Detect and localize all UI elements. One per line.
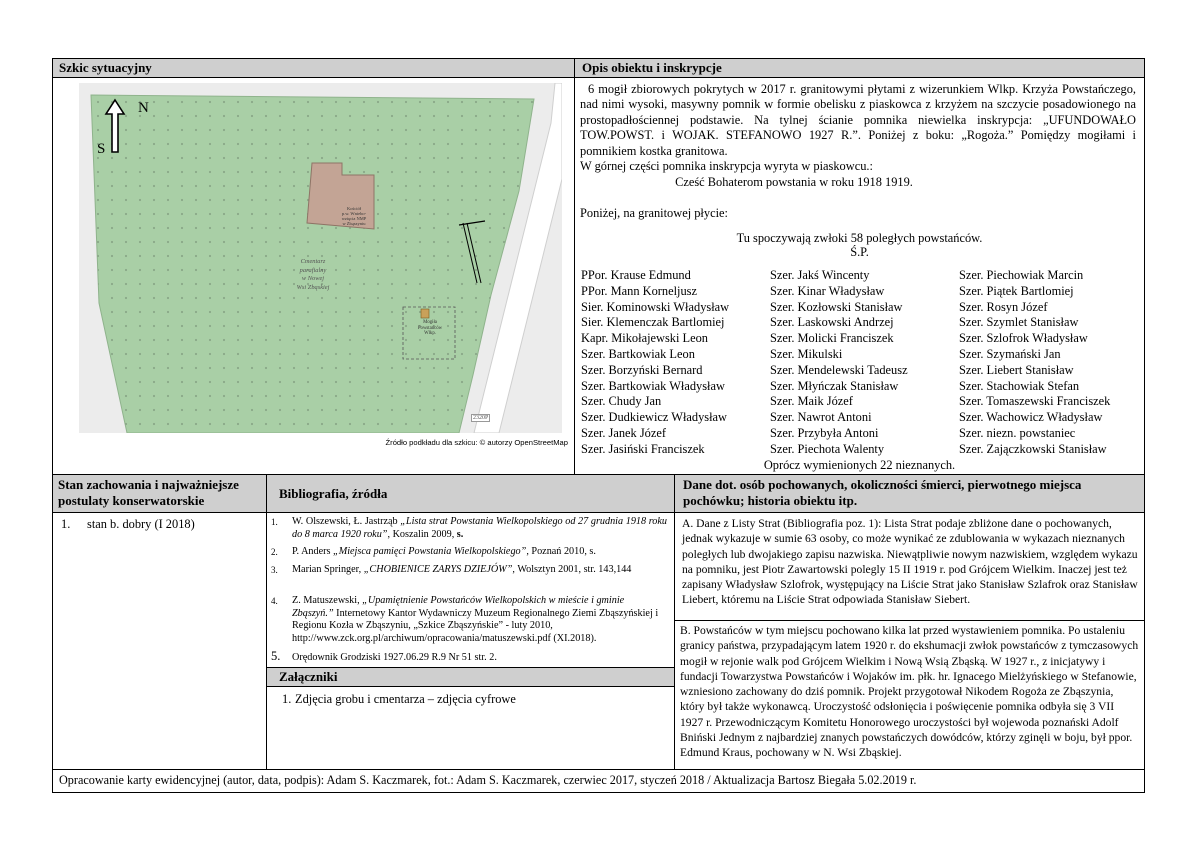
plate-line1: Tu spoczywają zwłoki 58 poległych powstańców. — [736, 231, 983, 245]
name-item: Szer. Szlofrok Władysław — [959, 331, 1088, 346]
condition-cell — [52, 512, 267, 770]
name-item: Szer. Młyńczak Stanisław — [770, 378, 899, 393]
unknown-count: Oprócz wymienionych 22 nieznanych. — [763, 458, 956, 472]
cemetery-label — [282, 258, 344, 292]
name-item: Szer. Molicki Franciszek — [770, 331, 894, 346]
footer — [52, 769, 1145, 793]
name-item: Szer. Piechota Walenty — [770, 441, 885, 456]
bib-num: 4. — [271, 596, 278, 606]
name-item: Szer. Szymański Jan — [959, 346, 1061, 361]
grave-label-line: Powstańców — [417, 325, 443, 331]
inscription-intro: W górnej części pomnika inskrypcja wyryta w piaskowcu.: — [580, 159, 873, 173]
road-label: 2320P — [473, 415, 489, 421]
bib-num: 1. — [271, 517, 278, 527]
name-item: Szer. Liebert Stanisław — [959, 362, 1074, 377]
burials-header — [674, 474, 1145, 513]
name-item: Szer. Rosyn Józef — [959, 299, 1048, 314]
description-header — [574, 58, 1145, 78]
bibliography-item — [271, 649, 667, 665]
bibliography-header — [266, 474, 675, 513]
burials-text-a: A. Dane z Listy Strat (Bibliografia poz. 1): Lista Strat podaje zbliżone dane o pochowanych, jednak wykazuje w sumie 63 osoby, co może wynikać ze zdublowania w wykazach nieznanych poległych lub dwojakiego zapisu nazwiska. Niewątpliwie nowym nazwiskiem, względem wykazu na pomniku, jest Piotr Zawartowski polegly 15 II 1919 r. pod Grójcem Wielkim. Inaczej jest też zapisany Władysław Szlofrok, występujący na Liście Strat jako Stanisław Szlafrok oraz Stanisław Liebert, któremu na Liście Strat odpowiada Stanisław Siebert. — [682, 517, 1138, 607]
names-column-1 — [581, 268, 771, 458]
bib-title: „Upamiętnienie Powstańców Wielkopolskich w mieście i gminie Zbąszyń.” — [292, 595, 625, 619]
name-item: Sier. Klemenczak Bartlomiej — [581, 315, 725, 330]
name-item: Szer. Jakś Wincenty — [770, 268, 870, 282]
bibliography-item — [271, 546, 667, 559]
grave-marker-icon — [421, 309, 429, 318]
bib-text: Internetowy Kantor Wydawniczy Muzeum Regionalnego Ziemi Zbąszyńskiej i Regionu Kozła w Zbąszyniu, „Szkice Zbąszyńskie” - luty 2010, http://www.zck.org.pl/archiwum/opracowania/matuszewski.pdf (XI.2018). — [292, 607, 659, 644]
name-item: Szer. Mikulski — [770, 346, 843, 361]
names-column-3 — [959, 268, 1143, 458]
name-item: Sier. Kominowski Władysław — [581, 299, 730, 314]
bib-num: 2. — [271, 547, 278, 557]
cemetery-label-line: Cmentarz — [300, 258, 326, 265]
attachment-item — [282, 692, 662, 707]
burials-para-a — [682, 516, 1140, 608]
bibliography-header-label: Bibliografia, źródła — [279, 486, 388, 501]
names-column-2 — [770, 268, 960, 458]
name-item: Szer. Kinar Władysław — [770, 283, 885, 298]
description-text: 6 mogił zbiorowych pokrytych w 2017 r. granitowymi płytami z wizerunkiem Wlkp. Krzyża Powstańczego, nad nimi wysoki, masywny pomnik w formie obelisku z piaskowca z krzyżem na szczycie posadowionego na prostopadłościennej podstawie. Na tylnej ścianie pomnika niewielka inskrypcja: „UFUNDOWAŁO TOW.POWST. i WOJAK. STEFANOWO 1927 R.”. Poniżej z boku: „Rogoża.” Pomiędzy mogiłami i pomnikiem kostka granitowa. — [580, 82, 1136, 158]
name-item: Szer. Tomaszewski Franciszek — [959, 394, 1111, 409]
bib-num: 5. — [271, 649, 281, 663]
name-item: Szer. Przybyła Antoni — [770, 425, 879, 440]
name-item: Szer. Szymlet Stanisław — [959, 315, 1079, 330]
burials-header-label: Dane dot. osób pochowanych, okoliczności śmierci, pierwotnego miejsca pochówku; historia obiektu itp. — [683, 477, 1082, 508]
name-item: Szer. Bartkowiak Leon — [581, 346, 695, 361]
attachment-num: 1. — [282, 692, 292, 706]
grave-label-line: Mogiła — [423, 320, 437, 325]
condition-item — [61, 517, 261, 532]
name-item: Szer. Zajączkowski Stanisław — [959, 441, 1107, 456]
bib-text: P. Anders — [292, 546, 334, 557]
sketch-header-label: Szkic sytuacyjny — [59, 60, 152, 75]
name-item: Szer. Nawrot Antoni — [770, 410, 872, 425]
sketch-header — [52, 58, 575, 78]
bib-text: , Koszalin 2009, — [387, 528, 457, 540]
burials-para-b-box — [674, 620, 1145, 621]
bib-text: , Wolsztyn 2001, str. 143,144 — [512, 564, 632, 575]
bib-title: „Miejsca pamięci Powstania Wielkopolskiego” — [333, 546, 527, 557]
condition-header-label: Stan zachowania i najważniejsze postulaty konserwatorskie — [58, 477, 239, 508]
bib-text: Orędownik Grodziski 1927.06.29 R.9 Nr 51 str. 2. — [292, 652, 497, 663]
cemetery-label-line: w Nowej — [301, 275, 325, 282]
name-item: Szer. Jasiński Franciszek — [581, 441, 705, 456]
grave-label — [410, 320, 450, 337]
attachment-text: Zdjęcia grobu i cmentarza – zdjęcia cyfrowe — [295, 692, 516, 706]
name-item: Szer. Dudkiewicz Władysław — [581, 410, 728, 425]
name-item: Szer. Janek Józef — [581, 425, 666, 440]
condition-num: 1. — [61, 517, 71, 531]
name-item: PPor. Mann Korneljusz — [581, 283, 697, 298]
burials-text-b: B. Powstańców w tym miejscu pochowano kilka lat przed wystawieniem pomnika. Po ustaleniu granicy państwa, przypadającym latem 1920 r. do ekshumacji zwłok powstańców z tymczasowych mogił w rejonie walk pod Grójcem Wielkim i Nową Wsią Zbąską. W 1927 r., z inicjatywy i fundacji Towarzystwa Powstańców i Wojaków im. płk. hr. Ignacego Mielżyńskiego w Stefanowie, wzniesiono zachowany do dziś pomnik. Projekt przygotował Nikodem Rogoża ze Zbąszynia, który był także wykonawcą. Uroczystość odsłonięcia i poświęcenie pomnika odbyła się 3 VII 1927 r. Przewodniczącym Komitetu Honorowego uroczystości był wojewoda poznański Adolf Bniński Jednym z najbardziej znanych powstańczych dowódców, którzy zginęli w boju, był ppor. Edmund Kraus, pochowany w N. Wsi Zbąskiej. — [680, 624, 1139, 760]
attachments-header — [266, 667, 675, 687]
name-item: Szer. Bartkowiak Władysław — [581, 378, 725, 393]
church-label-line: p.w. Wniebo- — [341, 211, 367, 216]
condition-header — [52, 474, 267, 513]
attachments-header-label: Załączniki — [279, 669, 338, 684]
name-item: Kapr. Mikołajewski Leon — [581, 331, 708, 346]
condition-text: stan b. dobry (I 2018) — [87, 517, 195, 531]
bib-text: Marian Springer, — [292, 564, 364, 575]
name-item: Szer. niezn. powstaniec — [959, 425, 1076, 440]
church-label-line: Kościół — [347, 206, 361, 211]
name-item: Szer. Stachowiak Stefan — [959, 378, 1080, 393]
name-item: Szer. Kozłowski Stanisław — [770, 299, 903, 314]
south-label: S — [97, 141, 106, 157]
bibliography-item — [271, 564, 667, 577]
bibliography-item — [271, 595, 667, 645]
inscription: Cześć Bohaterom powstania w roku 1918 1919. — [675, 175, 913, 189]
church-label-line: wzięcia NMP — [341, 216, 367, 221]
church-label — [329, 206, 379, 226]
description-paragraph — [580, 82, 1136, 159]
name-item: Szer. Piątek Bartlomiej — [959, 283, 1074, 298]
cemetery-label-line: Wsi Zbąskiej — [296, 283, 330, 291]
name-item: Szer. Piechowiak Marcin — [959, 268, 1084, 282]
bib-text: W. Olszewski, Ł. Jastrząb — [292, 516, 401, 527]
bib-text: , Poznań 2010, s. — [526, 546, 596, 557]
map-source: Źródło podkładu dla szkicu: © autorzy OpenStreetMap — [385, 438, 568, 447]
church-label-line: w Zbąszyniu — [342, 221, 366, 226]
name-item: Szer. Borzyński Bernard — [581, 362, 703, 377]
name-item: Szer. Wachowicz Władysław — [959, 410, 1103, 425]
north-label: N — [138, 100, 149, 116]
name-item: Szer. Mendelewski Tadeusz — [770, 362, 908, 377]
burials-para-b — [680, 623, 1140, 761]
name-item: Szer. Maik Józef — [770, 394, 853, 409]
bib-bold: s. — [456, 528, 464, 540]
bibliography-item — [271, 516, 667, 541]
bib-title: „CHOBIENICE ZARYS DZIEJÓW” — [363, 564, 513, 575]
name-item: PPor. Krause Edmund — [581, 268, 691, 282]
bib-text: Z. Matuszewski, — [292, 595, 363, 606]
grave-label-line: Wlkp. — [424, 331, 436, 337]
bib-num: 3. — [271, 565, 278, 575]
plate-line2: Ś.P. — [850, 245, 869, 259]
description-header-label: Opis obiektu i inskrypcje — [582, 60, 722, 75]
cemetery-label-line: parafialny — [299, 266, 327, 274]
plate-intro: Poniżej, na granitowej płycie: — [580, 206, 728, 220]
bib-title: „Lista strat Powstania Wielkopolskiego od 27 grudnia 1918 roku do 8 marca 1920 roku” — [292, 516, 668, 540]
name-item: Szer. Laskowski Andrzej — [770, 315, 894, 330]
name-item: Szer. Chudy Jan — [581, 394, 662, 409]
footer-text: Opracowanie karty ewidencyjnej (autor, data, podpis): Adam S. Kaczmarek, fot.: Adam S. Kaczmarek, czerwiec 2017, styczeń 2018 / Aktualizacja Bartosz Biegała 5.02.2019 r. — [59, 773, 917, 787]
